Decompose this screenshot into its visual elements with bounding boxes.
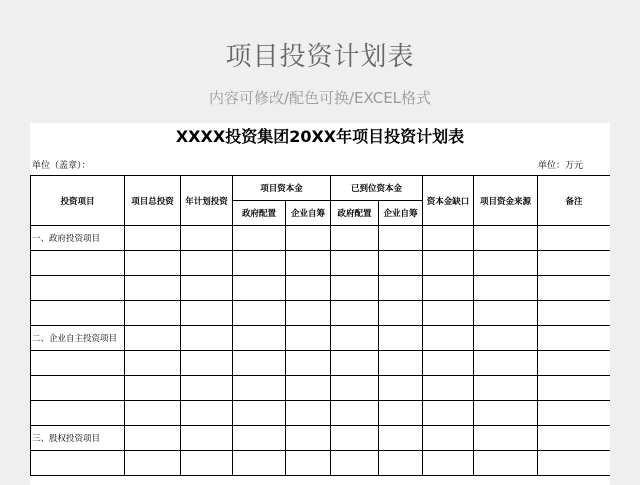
table-cell (423, 276, 474, 301)
header-total-investment: 项目总投资 (125, 176, 181, 226)
table-cell (233, 376, 286, 401)
table-cell (233, 301, 286, 326)
table-cell (233, 401, 286, 426)
table-cell (286, 426, 331, 451)
table-cell (538, 326, 610, 351)
table-cell (474, 251, 538, 276)
sheet-title: XXXX投资集团20XX年项目投资计划表 (175, 127, 465, 146)
table-cell (233, 276, 286, 301)
table-cell (474, 401, 538, 426)
table-cell (125, 426, 181, 451)
header-capital-ent: 企业自筹 (286, 201, 331, 226)
category-row (31, 226, 611, 251)
table-cell (31, 301, 125, 326)
table-cell (233, 226, 286, 251)
table-cell (125, 451, 181, 476)
spreadsheet-preview (30, 123, 610, 485)
table-cell (538, 426, 610, 451)
category-row (31, 426, 611, 451)
table-cell (181, 251, 233, 276)
header-fund-source: 项目资金来源 (474, 176, 538, 226)
table-cell (31, 251, 125, 276)
table-cell (474, 326, 538, 351)
table-cell (423, 326, 474, 351)
table-cell (331, 276, 379, 301)
header-item: 投资项目 (31, 176, 125, 226)
table-cell (379, 326, 423, 351)
category-label: 一、政府投资项目 (31, 226, 125, 251)
table-cell (423, 251, 474, 276)
header-project-capital: 项目资本金 (233, 176, 331, 201)
table-row (31, 401, 611, 426)
table-cell (286, 251, 331, 276)
page-subtitle: 内容可修改/配色可换/EXCEL格式 (208, 89, 432, 107)
table-cell (181, 226, 233, 251)
table-cell (423, 301, 474, 326)
table-cell (181, 426, 233, 451)
table-cell (31, 376, 125, 401)
table-cell (181, 451, 233, 476)
table-cell (379, 301, 423, 326)
table-cell (538, 276, 610, 301)
table-cell (538, 451, 610, 476)
table-cell (379, 451, 423, 476)
table-cell (233, 326, 286, 351)
table-cell (125, 226, 181, 251)
table-cell (233, 251, 286, 276)
table-cell (31, 276, 125, 301)
table-row (31, 351, 611, 376)
table-cell (379, 226, 423, 251)
table-cell (125, 326, 181, 351)
header-paid-ent: 企业自筹 (379, 201, 423, 226)
table-cell (379, 276, 423, 301)
table-cell (31, 351, 125, 376)
table-cell (379, 251, 423, 276)
table-cell (125, 251, 181, 276)
table-cell (125, 301, 181, 326)
table-cell (538, 401, 610, 426)
table-cell (423, 401, 474, 426)
table-cell (331, 351, 379, 376)
table-cell (331, 376, 379, 401)
table-cell (474, 351, 538, 376)
table-cell (233, 426, 286, 451)
table-row (31, 251, 611, 276)
table-cell (181, 351, 233, 376)
unit-currency-label: 单位：万元 (537, 161, 583, 171)
table-cell (331, 326, 379, 351)
table-cell (331, 451, 379, 476)
table-cell (331, 401, 379, 426)
table-cell (125, 351, 181, 376)
category-label: 二、企业自主投资项目 (31, 326, 125, 351)
table-cell (423, 426, 474, 451)
table-cell (181, 376, 233, 401)
table-cell (233, 451, 286, 476)
table-cell (331, 426, 379, 451)
table-cell (181, 301, 233, 326)
table-cell (538, 226, 610, 251)
table-cell (181, 276, 233, 301)
header-capital-gov: 政府配置 (233, 201, 286, 226)
table-cell (379, 376, 423, 401)
table-row (31, 451, 611, 476)
table-cell (474, 276, 538, 301)
table-cell (331, 301, 379, 326)
table-cell (125, 276, 181, 301)
table-cell (286, 301, 331, 326)
header-paid-gov: 政府配置 (331, 201, 379, 226)
table-cell (286, 276, 331, 301)
table-cell (474, 301, 538, 326)
table-cell (474, 376, 538, 401)
page-title: 项目投资计划表 (225, 42, 415, 72)
table-cell (181, 326, 233, 351)
table-row (31, 301, 611, 326)
category-label: 三、股权投资项目 (31, 426, 125, 451)
table-cell (423, 226, 474, 251)
table-cell (286, 401, 331, 426)
table-cell (125, 376, 181, 401)
table-cell (331, 251, 379, 276)
table-cell (379, 426, 423, 451)
table-cell (423, 376, 474, 401)
table-cell (233, 351, 286, 376)
table-cell (538, 301, 610, 326)
table-cell (474, 226, 538, 251)
table-cell (286, 451, 331, 476)
table-cell (538, 376, 610, 401)
table-cell (125, 401, 181, 426)
table-cell (31, 451, 125, 476)
table-cell (286, 376, 331, 401)
table-cell (379, 401, 423, 426)
table-cell (331, 226, 379, 251)
header-note: 备注 (538, 176, 610, 226)
table-cell (423, 451, 474, 476)
header-paid-capital: 已到位资本金 (331, 176, 423, 201)
table-cell (286, 226, 331, 251)
header-capital-gap: 资本金缺口 (423, 176, 474, 226)
header-row-1 (31, 176, 611, 201)
unit-stamp-label: 单位（盖章）： (32, 161, 91, 171)
table-row (31, 376, 611, 401)
table-cell (423, 351, 474, 376)
table-cell (474, 426, 538, 451)
table-cell (181, 401, 233, 426)
table-cell (286, 351, 331, 376)
investment-plan-table (30, 175, 610, 476)
table-cell (474, 451, 538, 476)
category-row (31, 326, 611, 351)
table-cell (31, 401, 125, 426)
table-cell (379, 351, 423, 376)
table-cell (538, 351, 610, 376)
table-cell (538, 251, 610, 276)
table-cell (286, 326, 331, 351)
table-row (31, 276, 611, 301)
header-annual-plan: 年计划投资 (181, 176, 233, 226)
